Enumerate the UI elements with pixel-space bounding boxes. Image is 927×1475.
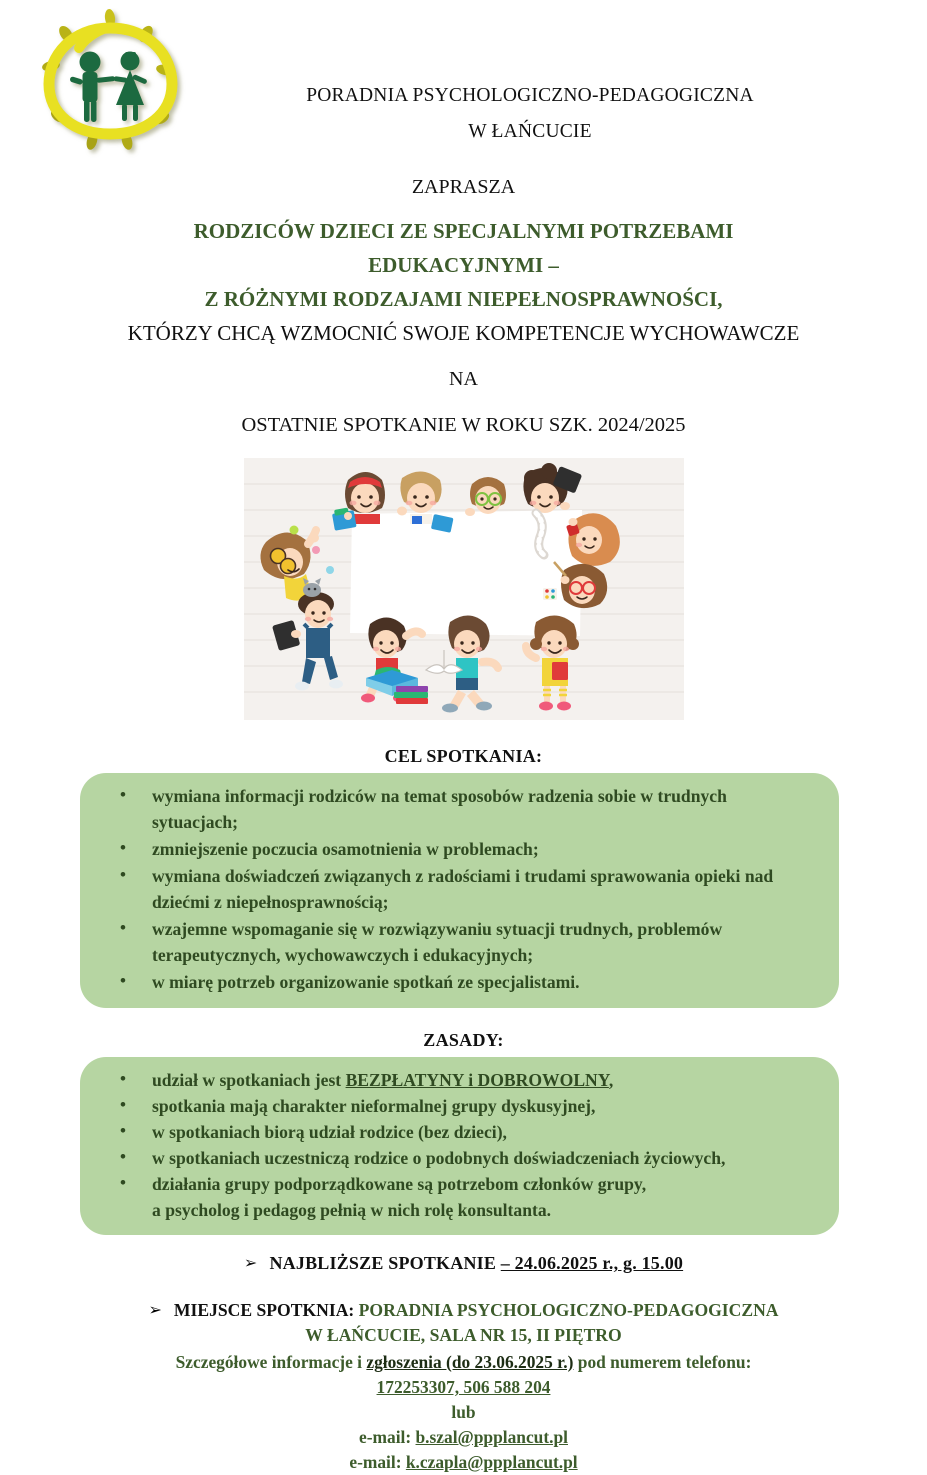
contact-info-prefix: Szczegółowe informacje i	[175, 1352, 367, 1372]
next-meeting-date: – 24.06.2025 r., g. 15.00	[500, 1253, 684, 1273]
invitation-zaprasza: ZAPRASZA	[411, 176, 516, 198]
rules-panel	[80, 1057, 839, 1235]
list-item: • wzajemne wspomaganie się w rozwiązywaniu sytuacji trudnych, problemów terapeutycznych, wychowawczych i edukacyjnych;	[106, 916, 813, 968]
rules-title: ZASADY:	[423, 1030, 504, 1050]
arrow-bullet-icon: ➢	[243, 1253, 258, 1272]
invitation-black-line: KTÓRZY CHCĄ WZMOCNIĆ SWOJE KOMPETENCJE WYCHOWAWCZE	[127, 321, 800, 345]
children-around-blank-board-illustration	[244, 458, 684, 720]
goals-panel	[80, 773, 839, 1008]
invitation-green-line-1: RODZICÓW DZIECI ZE SPECJALNYMI POTRZEBAMI	[193, 219, 734, 243]
organization-line-1: PORADNIA PSYCHOLOGICZNO-PEDAGOGICZNA	[306, 85, 754, 106]
list-item	[106, 1067, 813, 1093]
invitation-green-line-3: Z RÓŻNYMI RODZAJAMI NIEPEŁNOSPRAWNOŚCI,	[204, 287, 723, 311]
rule-1-underlined: BEZPŁATYNY i DOBROWOLNY	[345, 1070, 609, 1090]
rule-1-suffix: ,	[608, 1070, 614, 1090]
list-item: • w miarę potrzeb organizowanie spotkań ze specjalistami.	[106, 969, 813, 995]
contact-email-line-2	[0, 1450, 927, 1475]
contact-info-suffix: pod numerem telefonu:	[573, 1352, 752, 1372]
illustration-container	[0, 458, 927, 720]
next-meeting-label: NAJBLIŻSZE SPOTKANIE	[269, 1253, 497, 1273]
place-label: MIEJSCE SPOTKNIA:	[173, 1300, 355, 1320]
invitation-target-audience	[0, 214, 927, 316]
contact-email-line-1	[0, 1425, 927, 1450]
list-item: • wymiana informacji rodziców na temat sposobów radzenia sobie w trudnych sytuacjach;	[106, 783, 813, 835]
contact-deadline: zgłoszenia (do 23.06.2025 r.)	[366, 1352, 574, 1372]
invitation-event-line: OSTATNIE SPOTKANIE W ROKU SZK. 2024/2025	[241, 414, 686, 436]
place-block	[0, 1298, 927, 1348]
invitation-green-line-2: EDUKACYJNYMI –	[368, 253, 559, 277]
list-item: • w spotkaniach biorą udział rodzice (bez dzieci),	[106, 1119, 813, 1145]
list-item: • wymiana doświadczeń związanych z radościami i trudami sprawowania opieki nad dziećmi z niepełnosprawnością;	[106, 863, 813, 915]
contact-email-2[interactable]: k.czapla@ppplancut.pl	[405, 1452, 578, 1472]
email-label-2: e-mail:	[349, 1452, 406, 1472]
next-meeting-line	[0, 1253, 927, 1274]
list-item: • spotkania mają charakter nieformalnej grupy dyskusyjnej,	[106, 1093, 813, 1119]
contact-block	[0, 1350, 927, 1475]
organization-line-2: W ŁAŃCUCIE	[468, 121, 592, 142]
goals-title: CEL SPOTKANIA:	[384, 746, 543, 766]
organization-name	[210, 78, 850, 150]
contact-info-line	[0, 1350, 927, 1375]
invitation-block	[0, 170, 927, 442]
sun-children-logo	[22, 8, 202, 163]
list-item: • w spotkaniach uczestniczą rodzice o podobnych doświadczeniach życiowych,	[106, 1145, 813, 1171]
rules-list	[106, 1067, 813, 1223]
contact-email-1[interactable]: b.szal@ppplancut.pl	[415, 1427, 568, 1447]
place-value-line-2: W ŁAŃCUCIE, SALA NR 15, II PIĘTRO	[305, 1325, 622, 1345]
place-value-line-1: PORADNIA PSYCHOLOGICZNO-PEDAGOGICZNA	[358, 1300, 779, 1320]
invitation-na: NA	[449, 368, 478, 390]
rule-1-prefix: udział w spotkaniach jest	[152, 1070, 346, 1090]
place-line-1	[0, 1298, 927, 1323]
list-item: • zmniejszenie poczucia osamotnienia w problemach;	[106, 836, 813, 862]
list-item	[106, 1171, 813, 1223]
email-label-1: e-mail:	[359, 1427, 416, 1447]
contact-or: lub	[451, 1402, 476, 1422]
rule-5-line-1: działania grupy podporządkowane są potrzebom członków grupy,	[152, 1174, 647, 1194]
arrow-bullet-icon-2: ➢	[148, 1300, 162, 1319]
poster-header	[0, 0, 927, 160]
rule-5-line-2: a psycholog i pedagog pełnią w nich rolę konsultanta.	[152, 1200, 552, 1220]
goals-list	[106, 783, 813, 995]
contact-phones[interactable]: 172253307, 506 588 204	[376, 1377, 551, 1397]
